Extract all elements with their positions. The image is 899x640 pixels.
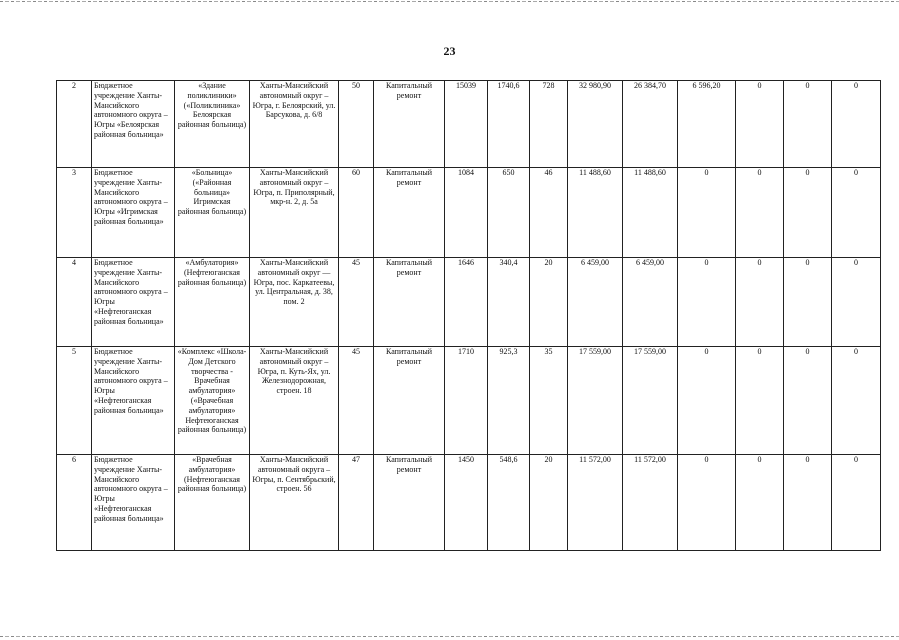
- funding-cell: 11 572,00: [623, 455, 678, 551]
- wear-cell: 50: [339, 81, 374, 168]
- funding-cell: 0: [784, 168, 832, 258]
- value-cell: 20: [530, 455, 568, 551]
- address-cell: Ханты-Мансийский автономный округ – Югра, п. Куть-Ях, ул. Железнодорожная, строен. 18: [250, 347, 339, 455]
- work-type-cell: Капитальный ремонт: [374, 347, 445, 455]
- funding-cell: 0: [832, 81, 881, 168]
- funding-cell: 0: [784, 347, 832, 455]
- row-number-cell: 6: [57, 455, 92, 551]
- area-cell: 15039: [445, 81, 488, 168]
- funding-cell: 11 488,60: [623, 168, 678, 258]
- total-cost-cell: 32 980,90: [568, 81, 623, 168]
- funding-cell: 0: [678, 347, 736, 455]
- row-number-cell: 4: [57, 258, 92, 347]
- table-row: [57, 258, 881, 347]
- object-cell: «Амбулатория» (Нефтеюганская районная больница): [175, 258, 250, 347]
- table-row: [57, 455, 881, 551]
- object-cell: «Больница» («Районная больница» Игримская районная больница): [175, 168, 250, 258]
- value-cell: 1740,6: [488, 81, 530, 168]
- page-number: 23: [443, 44, 456, 58]
- address-cell: Ханты-Мансийский автономный округ — Югра, пос. Каркатеевы, ул. Центральная, д. 38, пом. 2: [250, 258, 339, 347]
- value-cell: 20: [530, 258, 568, 347]
- work-type-cell: Капитальный ремонт: [374, 168, 445, 258]
- scan-edge-bottom: [0, 636, 899, 637]
- value-cell: 728: [530, 81, 568, 168]
- row-number-cell: 2: [57, 81, 92, 168]
- institution-cell: Бюджетное учреждение Ханты-Мансийского автономного округа – Югры «Нефтеюганская районная больница»: [92, 455, 175, 551]
- funding-cell: 0: [736, 81, 784, 168]
- funding-cell: 0: [832, 347, 881, 455]
- table-row: [57, 81, 881, 168]
- value-cell: 650: [488, 168, 530, 258]
- funding-cell: 0: [784, 81, 832, 168]
- object-cell: «Комплекс «Школа-Дом Детского творчества - Врачебная амбулатория» («Врачебная амбулатория» Нефтеюганская районная больница): [175, 347, 250, 455]
- funding-cell: 0: [736, 258, 784, 347]
- funding-cell: 0: [678, 258, 736, 347]
- objects-table: [56, 80, 881, 551]
- value-cell: 340,4: [488, 258, 530, 347]
- funding-cell: 17 559,00: [623, 347, 678, 455]
- institution-cell: Бюджетное учреждение Ханты-Мансийского автономного округа – Югры «Игримская районная больница»: [92, 168, 175, 258]
- funding-cell: 0: [784, 258, 832, 347]
- scan-edge-top: [0, 1, 899, 2]
- wear-cell: 60: [339, 168, 374, 258]
- funding-cell: 26 384,70: [623, 81, 678, 168]
- total-cost-cell: 11 488,60: [568, 168, 623, 258]
- funding-cell: 0: [832, 455, 881, 551]
- table-row: [57, 168, 881, 258]
- object-cell: «Здание поликлиники» («Поликлиника» Белоярская районная больница): [175, 81, 250, 168]
- wear-cell: 47: [339, 455, 374, 551]
- address-cell: Ханты-Мансийский автономный округ – Югра, п. Приполярный, мкр-н. 2, д. 5а: [250, 168, 339, 258]
- value-cell: 925,3: [488, 347, 530, 455]
- area-cell: 1084: [445, 168, 488, 258]
- institution-cell: Бюджетное учреждение Ханты-Мансийского автономного округа – Югры «Нефтеюганская районная больница»: [92, 258, 175, 347]
- work-type-cell: Капитальный ремонт: [374, 258, 445, 347]
- wear-cell: 45: [339, 347, 374, 455]
- funding-cell: 0: [832, 168, 881, 258]
- total-cost-cell: 6 459,00: [568, 258, 623, 347]
- work-type-cell: Капитальный ремонт: [374, 455, 445, 551]
- area-cell: 1450: [445, 455, 488, 551]
- work-type-cell: Капитальный ремонт: [374, 81, 445, 168]
- institution-cell: Бюджетное учреждение Ханты-Мансийского автономного округа – Югры «Белоярская районная больница»: [92, 81, 175, 168]
- funding-cell: 6 596,20: [678, 81, 736, 168]
- wear-cell: 45: [339, 258, 374, 347]
- address-cell: Ханты-Мансийский автономный округа – Югры, п. Сентябрьский, строен. 56: [250, 455, 339, 551]
- funding-cell: 6 459,00: [623, 258, 678, 347]
- funding-cell: 0: [784, 455, 832, 551]
- funding-cell: 0: [678, 455, 736, 551]
- total-cost-cell: 11 572,00: [568, 455, 623, 551]
- total-cost-cell: 17 559,00: [568, 347, 623, 455]
- funding-cell: 0: [736, 347, 784, 455]
- funding-cell: 0: [736, 455, 784, 551]
- object-cell: «Врачебная амбулатория» (Нефтеюганская районная больница): [175, 455, 250, 551]
- value-cell: 35: [530, 347, 568, 455]
- funding-cell: 0: [832, 258, 881, 347]
- table-row: [57, 347, 881, 455]
- value-cell: 548,6: [488, 455, 530, 551]
- row-number-cell: 3: [57, 168, 92, 258]
- funding-cell: 0: [736, 168, 784, 258]
- value-cell: 46: [530, 168, 568, 258]
- institution-cell: Бюджетное учреждение Ханты-Мансийского автономного округа – Югры «Нефтеюганская районная больница»: [92, 347, 175, 455]
- area-cell: 1710: [445, 347, 488, 455]
- address-cell: Ханты-Мансийский автономный округ – Югра, г. Белоярский, ул. Барсукова, д. 6/8: [250, 81, 339, 168]
- area-cell: 1646: [445, 258, 488, 347]
- row-number-cell: 5: [57, 347, 92, 455]
- funding-cell: 0: [678, 168, 736, 258]
